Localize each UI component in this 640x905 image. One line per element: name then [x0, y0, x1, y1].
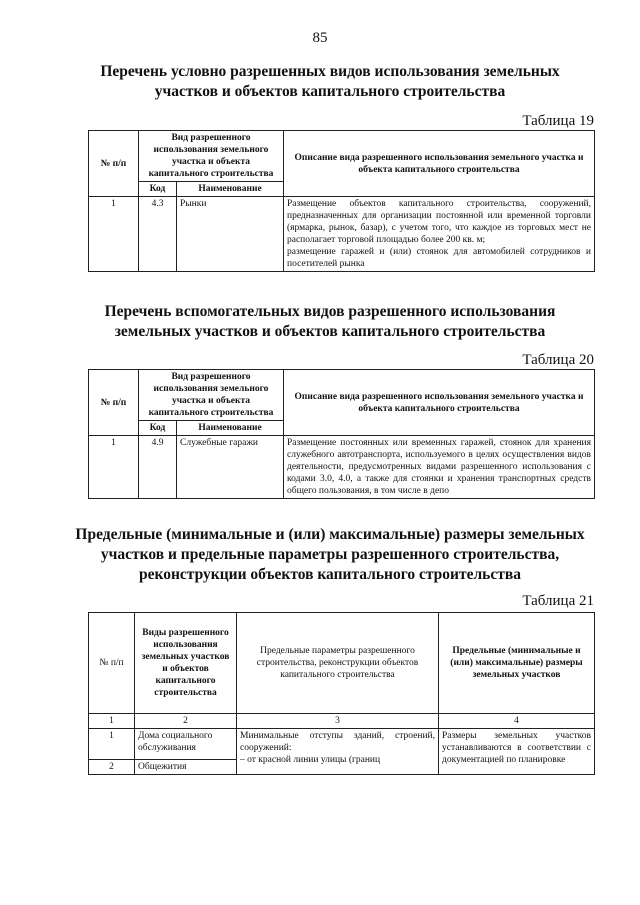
table-caption-21: Таблица 21	[522, 593, 594, 609]
table-row	[89, 197, 595, 272]
column-number: 4	[439, 714, 595, 729]
heading-line: Перечень вспомогательных видов разрешенного использования	[104, 303, 556, 320]
cell-number: 1	[89, 729, 135, 760]
cell-description	[284, 197, 595, 272]
header-number: № п/п	[89, 613, 135, 714]
cell-number: 1	[89, 436, 139, 499]
table-20	[88, 369, 595, 499]
table-row	[89, 729, 595, 760]
page-number: 85	[312, 30, 328, 46]
cell-use-type: Общежития	[135, 760, 237, 775]
cell-number: 1	[89, 197, 139, 272]
heading-line: Перечень условно разрешенных видов использования земельных	[100, 63, 560, 80]
cell-name: Служебные гаражи	[177, 436, 284, 499]
description-line: размещение гаражей и (или) стоянок для автомобилей сотрудников и посетителей рынка	[287, 247, 591, 269]
table-row	[89, 436, 595, 499]
header-plot-sizes: Предельные (минимальные и (или) максимальные) размеры земельных участков	[439, 613, 595, 714]
cell-use-type: Дома социального обслуживания	[135, 729, 237, 760]
column-number: 1	[89, 714, 135, 729]
header-number: № п/п	[89, 370, 139, 436]
description-line: Размещение объектов капитального строительства, сооружений, предназначенных для организации постоянной или временной торговли (ярмарка, рынок, базар), с учетом того, что каждое из торговых мест не располагает торговой площадью более 200 кв. м;	[287, 199, 591, 245]
header-number: № п/п	[89, 131, 139, 197]
header-building-params: Предельные параметры разрешенного строительства, реконструкции объектов капитального строительства	[237, 613, 439, 714]
cell-code: 4.3	[139, 197, 177, 272]
heading-line: участков и предельные параметры разрешенного строительства,	[100, 546, 560, 563]
section-heading-table-20	[60, 302, 600, 342]
section-heading-table-19	[60, 62, 600, 102]
section-heading-table-21	[60, 525, 600, 585]
header-name: Наименование	[177, 421, 284, 436]
heading-line: Предельные (минимальные и (или) максимальные) размеры земельных	[75, 526, 585, 543]
cell-plot-sizes: Размеры земельных участков устанавливаются в соответствии с документацией по планировке	[439, 729, 595, 775]
header-use-types: Виды разрешенного использования земельных участков и объектов капитального строительства	[135, 613, 237, 714]
params-line: – от красной линии улицы (границ	[240, 755, 381, 765]
header-use-type: Вид разрешенного использования земельного участка и объекта капитального строительства	[139, 131, 284, 182]
header-description: Описание вида разрешенного использования земельного участка и объекта капитального строительства	[284, 370, 595, 436]
params-line: Минимальные отступы зданий, строений, сооружений:	[240, 731, 435, 753]
cell-name: Рынки	[177, 197, 284, 272]
column-numbers-row	[89, 714, 595, 729]
table-caption-19: Таблица 19	[522, 113, 594, 129]
header-code: Код	[139, 421, 177, 436]
column-number: 3	[237, 714, 439, 729]
column-number: 2	[135, 714, 237, 729]
cell-code: 4.9	[139, 436, 177, 499]
cell-building-params	[237, 729, 439, 775]
table-21	[88, 612, 595, 775]
table-caption-20: Таблица 20	[522, 352, 594, 368]
heading-line: реконструкции объектов капитального строительства	[139, 566, 521, 583]
header-name: Наименование	[177, 182, 284, 197]
cell-description: Размещение постоянных или временных гаражей, стоянок для хранения служебного автотранспорта, используемого в целях осуществления видов деятельности, предусмотренных видами разрешенного использования с кодами 3.0, 4.0, а также для стоянки и хранения транспортных средств общего пользования, в том числе в депо	[284, 436, 595, 499]
header-use-type: Вид разрешенного использования земельного участка и объекта капитального строительства	[139, 370, 284, 421]
cell-number: 2	[89, 760, 135, 775]
header-code: Код	[139, 182, 177, 197]
table-19	[88, 130, 595, 272]
heading-line: участков и объектов капитального строительства	[154, 83, 506, 100]
heading-line: земельных участков и объектов капитального строительства	[114, 323, 546, 340]
header-description: Описание вида разрешенного использования земельного участка и объекта капитального строительства	[284, 131, 595, 197]
